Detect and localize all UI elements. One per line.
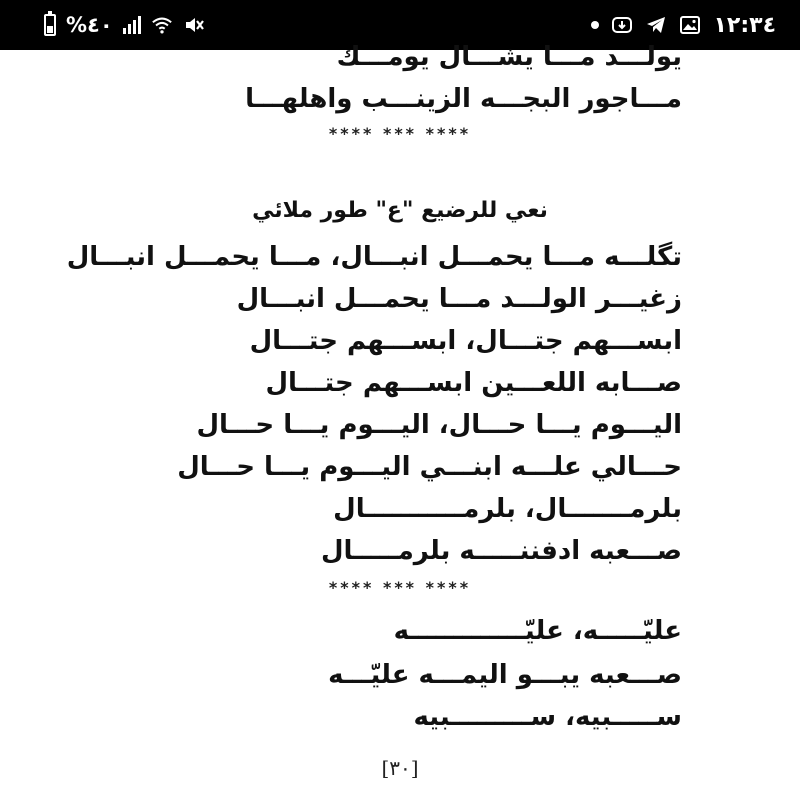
separator-stars: **** *** **** [328,124,472,143]
battery-percent: %٤٠ [66,13,113,37]
verse-line: اليـــوم يـــا حـــال، اليـــوم يـــا حـــال [196,410,682,440]
separator-stars: **** *** **** [328,578,472,597]
dot-icon [591,21,599,29]
verse-line: تگلـــه مـــا يحمـــل انبـــال، مـــا يحمـــل انبـــال [66,242,682,272]
verse-line: يولـــد مـــا يشـــال يومـــك [336,42,682,72]
signal-icon [123,16,141,34]
telegram-icon [645,14,667,36]
section-title: نعي للرضيع "ع" طور ملائي [252,198,548,223]
gallery-icon [679,14,701,36]
page-number: [٣٠] [381,756,419,780]
verse-line: عليّـــــه، عليّـــــــــــــه [393,616,682,646]
clock: ١٢:٣٤ [713,12,776,38]
verse-line: حـــالي علـــه ابنـــي اليـــوم يـــا حـــال [177,452,682,482]
wifi-icon [151,14,173,36]
verse-line: ابســـهم جتـــال، ابســـهم جتـــال [249,326,682,356]
verse-line: صـــعبه يبـــو اليمـــه عليّـــه [328,660,682,690]
document-page [0,42,800,790]
verse-line: صـــعبه ادفننـــــه بلرمـــــال [320,536,682,566]
verse-line: بلرمـــــــال، بلرمـــــــــــال [333,494,682,524]
download-icon [611,14,633,36]
verse-line: ســـــبيه، ســـــــــبيه [413,702,682,732]
verse-line: زغيـــر الولـــد مـــا يحمـــل انبـــال [236,284,682,314]
battery-icon [44,14,56,36]
mute-icon [183,14,205,36]
verse-line: صـــابه اللعـــين ابســـهم جتـــال [265,368,682,398]
verse-line: مـــاجور البجـــه الزينـــب واهلهـــا [245,84,682,114]
